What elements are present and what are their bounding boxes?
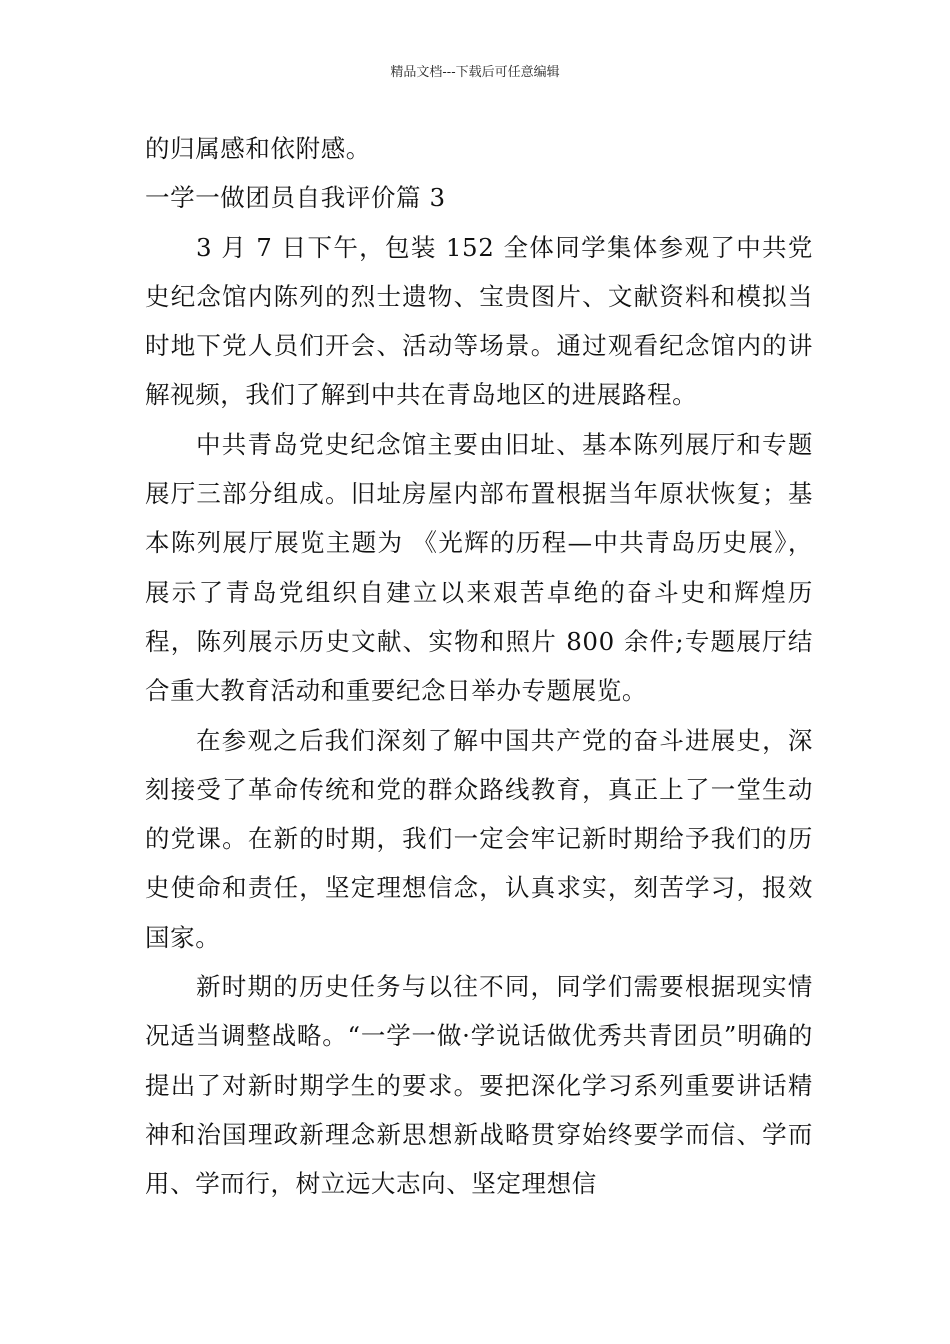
document-body xyxy=(145,124,813,1209)
paragraph-museum: 中共青岛党史纪念馆主要由旧址、基本陈列展厅和专题展厅三部分组成。旧址房屋内部布置根据当年原状恢复；基本陈列展厅展览主题为 《光辉的历程—中共青岛历史展》，展示了青岛党组织自建立以来艰苦卓绝的奋斗史和辉煌历程，陈列展示历史文献、实物和照片 800 余件;专题展厅结合重大教育活动和重要纪念日举办专题展览。 xyxy=(145,429,813,706)
paragraph-visit: 3 月 7 日下午，包装 152 全体同学集体参观了中共党史纪念馆内陈列的烈士遗物、宝贵图片、文献资料和模拟当时地下党人员们开会、活动等场景。通过观看纪念馆内的讲解视频，我们了解到中共在青岛地区的进展路程。 xyxy=(145,232,813,410)
page-header: 精品文档---下载后可任意编辑 xyxy=(390,65,560,80)
lead-line: 的归属感和依附感。 xyxy=(145,134,371,163)
section-title: 一学一做团员自我评价篇 3 xyxy=(145,183,446,213)
paragraph-reflection: 在参观之后我们深刻了解中国共产党的奋斗进展史，深刻接受了革命传统和党的群众路线教育，真正上了一堂生动的党课。在新的时期，我们一定会牢记新时期给予我们的历史使命和责任，坚定理想信念，认真求实，刻苦学习，报效国家。 xyxy=(145,725,813,952)
paragraph-new-era: 新时期的历史任务与以往不同，同学们需要根据现实情况适当调整战略。“一学一做·学说话做优秀共青团员”明确的提出了对新时期学生的要求。要把深化学习系列重要讲话精神和治国理政新理念新思想新战略贯穿始终要学而信、学而用、学而行，树立远大志向、坚定理想信 xyxy=(145,972,813,1199)
